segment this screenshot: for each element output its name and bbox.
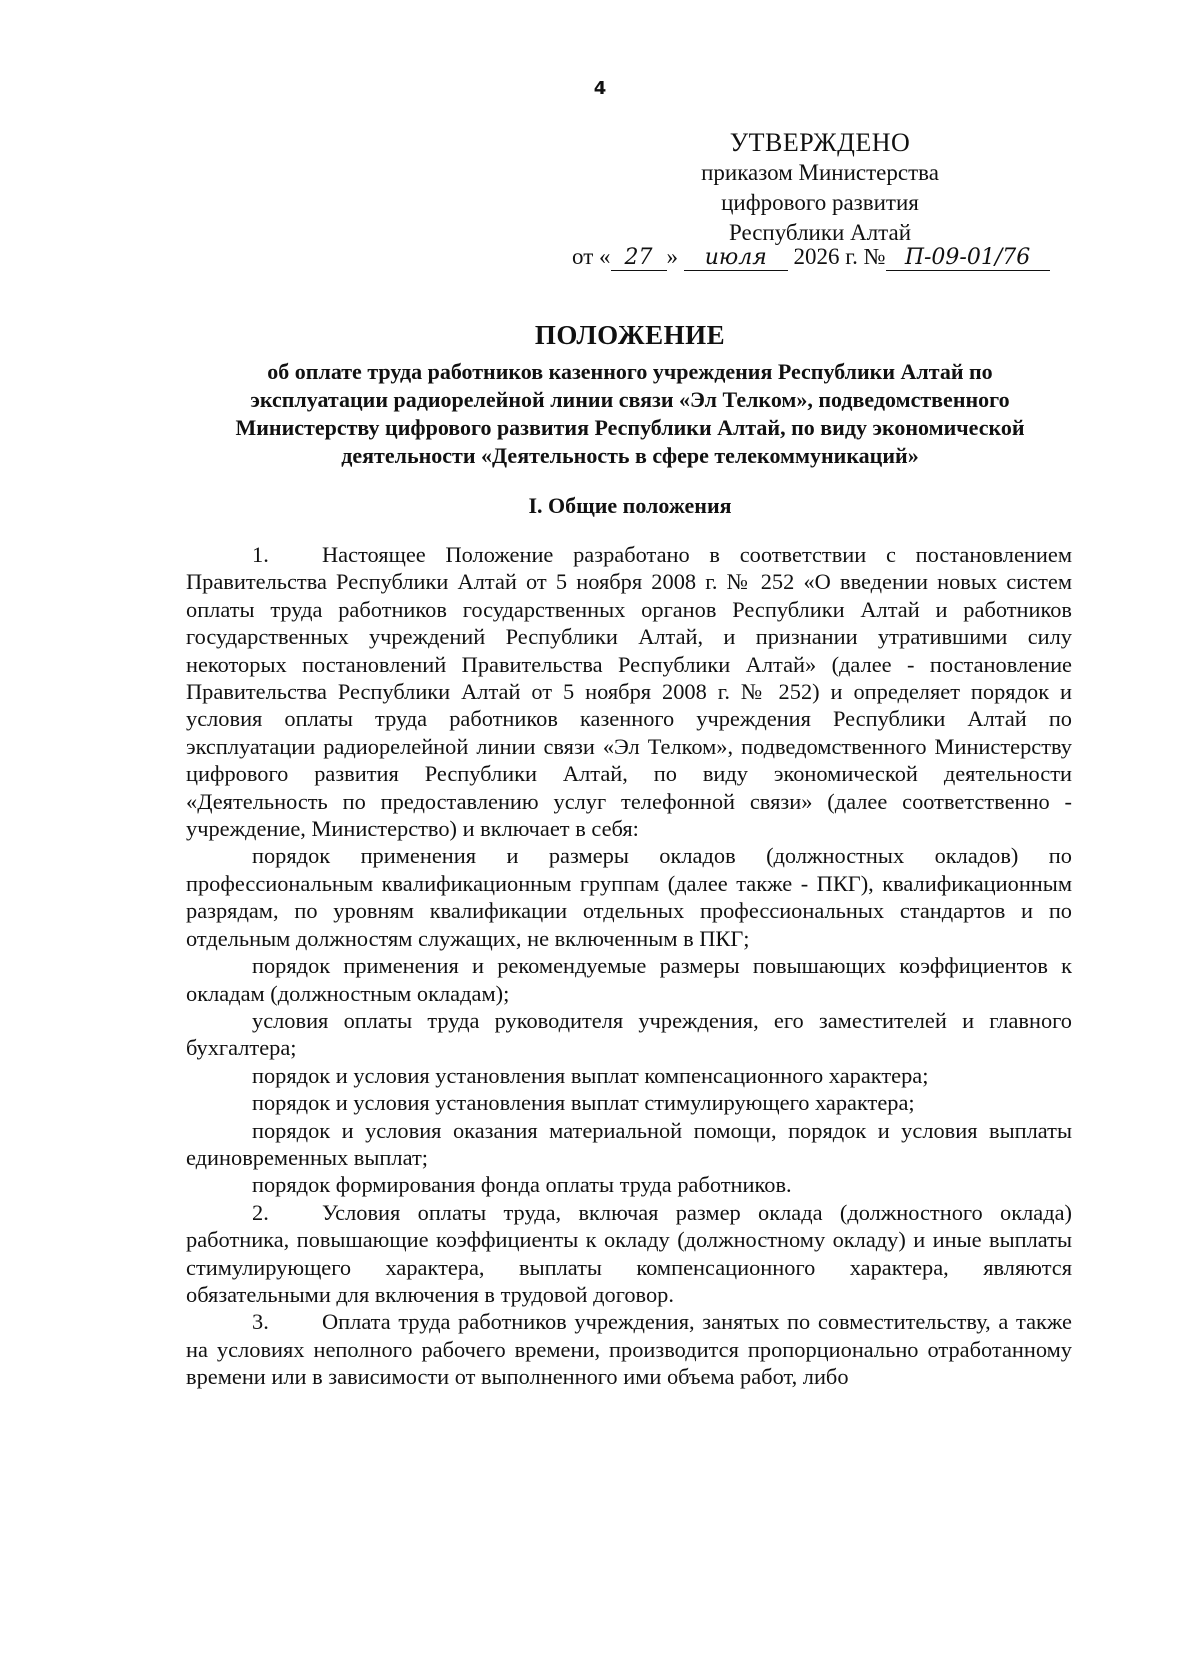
document-title: ПОЛОЖЕНИЕ bbox=[534, 320, 726, 350]
paragraph bbox=[186, 541, 1072, 842]
list-item: условия оплаты труда руководителя учреждения, его заместителей и главного бухгалтера; bbox=[186, 1007, 1072, 1061]
subtitle-line: деятельности «Деятельность в сфере телекоммуникаций» bbox=[341, 443, 919, 468]
paragraph-text: Настоящее Положение разработано в соответствии с постановлением Правительства Республики Алтай от 5 ноября 2008 г. № 252 «О введении новых систем оплаты труда работников государственных органов Республики Алтай и работников государственных учреждений Республики Алтай, и признании утратившими силу некоторых постановлений Правительства Республики Алтай» (далее - постановление Правительства Республики Алтай от 5 ноября 2008 г. № 252) и определяет порядок и условия оплаты труда работников казенного учреждения Республики Алтай по эксплуатации радиорелейной линии связи «Эл Телком», подведомственного Министерству цифрового развития Республики Алтай, по виду экономической деятельности «Деятельность по предоставлению услуг телефонной связи» (далее соответственно - учреждение, Министерство) и включает в себя: bbox=[186, 542, 1072, 842]
document-subtitle bbox=[180, 358, 1080, 470]
approval-block bbox=[560, 128, 1080, 248]
approval-stamp: УТВЕРЖДЕНО bbox=[729, 128, 911, 157]
approval-line: Республики Алтай bbox=[728, 220, 912, 245]
date-year: 2026 г. № bbox=[793, 244, 886, 269]
handwritten-month: июля bbox=[684, 246, 788, 271]
paragraph-number: 3. bbox=[252, 1309, 269, 1335]
subtitle-line: эксплуатации радиорелейной линии связи «Эл Телком», подведомственного bbox=[250, 387, 1010, 412]
paragraph-text: Условия оплаты труда, включая размер оклада (должностного оклада) работника, повышающие коэффициенты к окладу (должностному окладу) и иные выплаты стимулирующего характера, выплаты компенсационного характера, являются обязательными для включения в трудовой договор. bbox=[186, 1199, 1072, 1307]
body-text bbox=[186, 541, 1072, 1391]
approval-line: приказом Министерства bbox=[701, 160, 939, 185]
list-item: порядок применения и размеры окладов (должностных окладов) по профессиональным квалификационным группам (далее также - ПКГ), квалификационным разрядам, по уровням квалификации отдельных профессиональных стандартов и по отдельным должностям служащих, не включенным в ПКГ; bbox=[186, 843, 1072, 951]
date-mid: » bbox=[666, 244, 678, 269]
paragraph-text: Оплата труда работников учреждения, занятых по совместительству, а также на условиях неполного рабочего времени, производится пропорционально отработанному времени или в зависимости от выполненного ими объема работ, либо bbox=[186, 1309, 1072, 1390]
subtitle-line: Министерству цифрового развития Республики Алтай, по виду экономической bbox=[235, 415, 1025, 440]
approval-line: цифрового развития bbox=[721, 190, 919, 215]
paragraph-number: 2. bbox=[252, 1199, 269, 1225]
paragraph-number: 1. bbox=[252, 542, 269, 567]
date-prefix: от « bbox=[572, 244, 611, 269]
paragraph bbox=[186, 1199, 1072, 1309]
handwritten-day: 27 bbox=[611, 246, 667, 271]
paragraph bbox=[186, 1308, 1072, 1390]
handwritten-order-number: П-09-01/76 bbox=[886, 246, 1050, 271]
list-item: порядок и условия установления выплат стимулирующего характера; bbox=[252, 1090, 915, 1116]
list-item: порядок применения и рекомендуемые размеры повышающих коэффициентов к окладам (должностным окладам); bbox=[186, 953, 1072, 1006]
subtitle-line: об оплате труда работников казенного учреждения Республики Алтай по bbox=[267, 359, 993, 384]
section-heading: I. Общие положения bbox=[528, 493, 732, 518]
list-item: порядок формирования фонда оплаты труда работников. bbox=[252, 1172, 792, 1198]
page-number: 4 bbox=[593, 78, 607, 99]
order-date-line bbox=[572, 244, 1050, 271]
list-item: порядок и условия оказания материальной помощи, порядок и условия выплаты единовременных выплат; bbox=[186, 1117, 1072, 1170]
list-item: порядок и условия установления выплат компенсационного характера; bbox=[252, 1062, 929, 1088]
